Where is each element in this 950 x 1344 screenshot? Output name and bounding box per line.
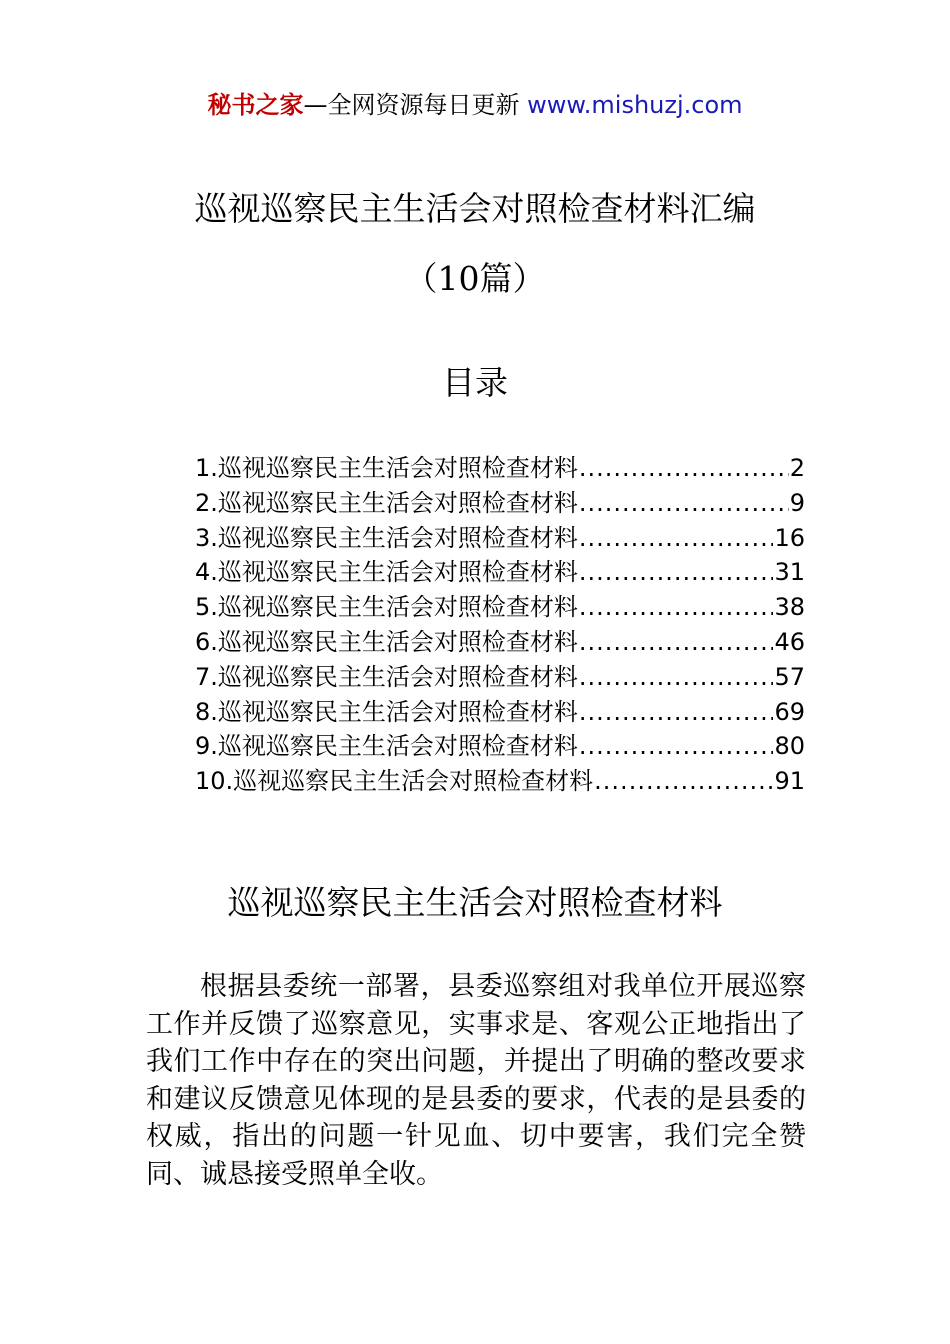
toc-entry-page: 91 — [774, 767, 805, 796]
toc-leader-dots — [579, 625, 774, 659]
toc-heading: 目录 — [442, 363, 508, 402]
subtitle-close: 篇） — [479, 259, 546, 298]
toc-entry-label: 10.巡视巡察民主生活会对照检查材料 — [195, 767, 594, 796]
toc-entry-label: 7.巡视巡察民主生活会对照检查材料 — [195, 662, 578, 691]
toc-entry-label: 1.巡视巡察民主生活会对照检查材料 — [195, 454, 578, 482]
toc-leader-dots — [579, 729, 774, 763]
toc-entry-page: 80 — [774, 732, 805, 761]
toc-entry-label: 5.巡视巡察民主生活会对照检查材料 — [195, 593, 578, 622]
subtitle-open: （ — [404, 259, 438, 298]
toc-leader-dots — [579, 590, 774, 624]
toc-leader-dots — [579, 555, 774, 589]
toc-entry-label: 4.巡视巡察民主生活会对照检查材料 — [195, 558, 578, 587]
table-of-contents — [195, 451, 805, 799]
toc-entry-page: 16 — [774, 523, 805, 552]
toc-entry[interactable] — [195, 590, 805, 625]
section-title: 巡视巡察民主生活会对照检查材料 — [227, 883, 723, 922]
toc-entry-label: 6.巡视巡察民主生活会对照检查材料 — [195, 627, 578, 656]
toc-entry-page: 38 — [774, 593, 805, 622]
toc-leader-dots — [579, 486, 789, 520]
subtitle-count: 10 — [437, 259, 480, 298]
toc-entry[interactable] — [195, 555, 805, 590]
document-title: 巡视巡察民主生活会对照检查材料汇编 — [194, 189, 756, 228]
toc-entry[interactable] — [195, 695, 805, 730]
toc-leader-dots — [579, 521, 774, 555]
toc-entry-page: 2 — [789, 454, 805, 482]
toc-leader-dots — [579, 660, 774, 694]
brand-name: 秘书之家 — [207, 91, 304, 119]
toc-leader-dots — [579, 451, 789, 485]
body-paragraph: 根据县委统一部署，县委巡察组对我单位开展巡察工作并反馈了巡察意见，实事求是、客观公正地指出了我们工作中存在的突出问题，并提出了明确的整改要求和建议反馈意见体现的是县委的要求，代表的是县委的权威，指出的问题一针见血、切中要害，我们完全赞同、诚恳接受照单全收。 — [146, 971, 806, 1190]
toc-entry[interactable] — [195, 660, 805, 695]
toc-leader-dots — [594, 764, 773, 798]
document-subtitle — [0, 256, 950, 302]
toc-entry[interactable] — [195, 521, 805, 556]
site-header — [0, 88, 950, 122]
toc-entry-page: 9 — [789, 488, 805, 517]
toc-entry[interactable] — [195, 625, 805, 660]
toc-entry-label: 2.巡视巡察民主生活会对照检查材料 — [195, 488, 578, 517]
toc-entry-label: 8.巡视巡察民主生活会对照检查材料 — [195, 697, 578, 726]
toc-entry-label: 9.巡视巡察民主生活会对照检查材料 — [195, 732, 578, 761]
header-slogan: —全网资源每日更新 — [303, 91, 528, 119]
toc-entry[interactable] — [195, 729, 805, 764]
site-url-link[interactable]: www.mishuzj.com — [527, 91, 743, 119]
toc-entry[interactable] — [195, 764, 805, 799]
toc-entry[interactable] — [195, 451, 805, 486]
toc-entry[interactable] — [195, 486, 805, 521]
toc-leader-dots — [579, 695, 774, 729]
toc-entry-label: 3.巡视巡察民主生活会对照检查材料 — [195, 523, 578, 552]
toc-entry-page: 69 — [774, 697, 805, 726]
toc-entry-page: 46 — [774, 627, 805, 656]
toc-entry-page: 31 — [774, 558, 805, 587]
toc-entry-page: 57 — [774, 662, 805, 691]
